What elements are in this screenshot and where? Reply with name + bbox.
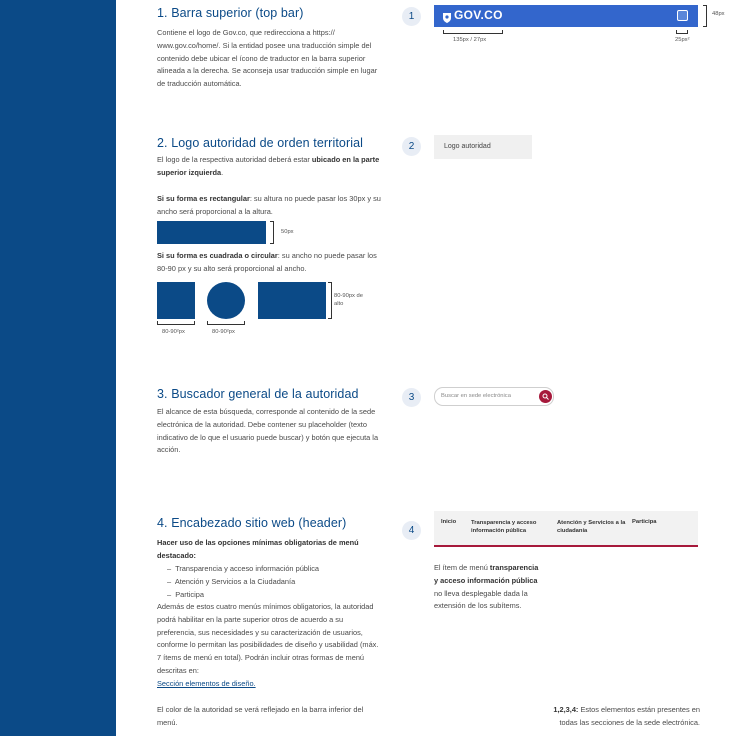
section-2-title: 2. Logo autoridad de orden territorial: [157, 136, 364, 150]
menu-item-inicio[interactable]: Inicio: [441, 519, 457, 525]
search-button[interactable]: [539, 390, 552, 403]
topbar-height-bracket: [703, 5, 707, 27]
menu-item-participa[interactable]: Participa: [632, 519, 657, 525]
search-icon: [542, 393, 549, 400]
section-4-lead: Hacer uso de las opciones mínimas obligatorias de menú destacado:: [157, 538, 359, 560]
step-2-badge: 2: [402, 137, 421, 156]
rect-height-bracket: [270, 221, 274, 244]
section-3-title: 3. Buscador general de la autoridad: [157, 387, 359, 401]
wide-logo-sample: [258, 282, 326, 319]
step-3-badge: 3: [402, 388, 421, 407]
circle-logo-sample: [207, 282, 245, 319]
govco-logo-text[interactable]: GOV.CO: [454, 8, 503, 22]
search-input[interactable]: [434, 387, 554, 406]
section-4-body: Además de estos cuatro menús mínimos obligatorios, la autoridad podrá habilitar en la parte superior otros de acuerdo a su preferencia, sus necesidades y su caracterización de usuarios, conforme lo permitan las posibilidades de diseño y usabilidad (máx. 7 ítems de menú en total). Podrán incluir otras formas de menú descritas en: Sección elementos de diseño.: [157, 602, 379, 688]
rect-logo-sample: [157, 221, 266, 244]
square-logo-sample: [157, 282, 195, 319]
header-menu-preview: [434, 511, 698, 545]
circle-size-label: 80-90²px: [212, 329, 235, 335]
menu-note: El ítem de menú transparencia y acceso información pública no lleva desplegable dada la extensión de los subítems.: [434, 563, 539, 611]
circle-width-bracket: [207, 321, 245, 325]
translate-icon[interactable]: [677, 10, 688, 21]
shape-height-label: 80-90px de alto: [334, 293, 364, 307]
logo-placeholder-box: [434, 135, 532, 159]
logo-width-label: 135px / 27px: [453, 37, 487, 43]
rect-height-label: 50px: [281, 229, 294, 235]
list-item: – Participa: [167, 589, 204, 599]
design-elements-link[interactable]: Sección elementos de diseño.: [157, 678, 256, 688]
icon-size-label: 25px²: [675, 37, 690, 43]
list-item: – Atención y Servicios a la Ciudadanía: [167, 576, 296, 586]
govco-topbar: [434, 5, 698, 27]
footnote: 1,2,3,4: Estos elementos están presentes en todas las secciones de la sede electrónica.: [553, 705, 700, 727]
logo-width-bracket: [443, 30, 503, 34]
step-1-badge: 1: [402, 7, 421, 26]
step-4-badge: 4: [402, 521, 421, 540]
shape-height-bracket: [328, 282, 332, 319]
section-4-list: [167, 563, 367, 601]
govco-shield-icon: [442, 10, 452, 21]
section-4-title: 4. Encabezado sitio web (header): [157, 516, 347, 530]
search-placeholder: Buscar en sede electrónica: [441, 393, 511, 399]
logo-placeholder-label: Logo autoridad: [444, 143, 491, 150]
square-width-bracket: [157, 321, 195, 325]
menu-item-atencion[interactable]: Atención y Servicios a la ciudadanía: [557, 520, 626, 534]
section-4-footer: El color de la autoridad se verá reflejado en la barra inferior del menú.: [157, 705, 364, 727]
list-item: – Transparencia y acceso información pública: [167, 564, 320, 573]
icon-width-bracket: [676, 30, 688, 34]
section-3-body: El alcance de esta búsqueda, corresponde al contenido de la sede electrónica de la autoridad. Debe contener su placeholder (texto indicativo de lo que el usuario puede buscar) y botón que ejecuta la acción.: [157, 407, 379, 455]
square-size-label: 80-90²px: [162, 329, 185, 335]
section-1-title: 1. Barra superior (top bar): [157, 6, 304, 20]
sidebar-band: [0, 0, 116, 736]
header-accent-bar: [434, 545, 698, 547]
menu-item-transparencia[interactable]: Transparencia y acceso información pública: [471, 520, 537, 534]
topbar-height-label: 48px: [712, 11, 725, 17]
section-2-square-rule: Si su forma es cuadrada o circular: su ancho no puede pasar los 80-90 px y su alto será proporcional al ancho.: [157, 251, 377, 273]
section-2-rect-rule: Si su forma es rectangular: su altura no puede pasar los 30px y su ancho será proporcional a la altura.: [157, 194, 381, 216]
section-1-body: Contiene el logo de Gov.co, que redirecciona a https:// www.gov.co/home/. Si la entidad posee una traducción simple del contenido debe ubicar el ícono de traductor en la barra superior alineada a la derecha. Se aconseja usar traducción simple en lugar de traducción automática.: [157, 28, 378, 89]
section-2-intro: El logo de la respectiva autoridad deberá estar ubicado en la parte superior izquierda.: [157, 155, 380, 177]
